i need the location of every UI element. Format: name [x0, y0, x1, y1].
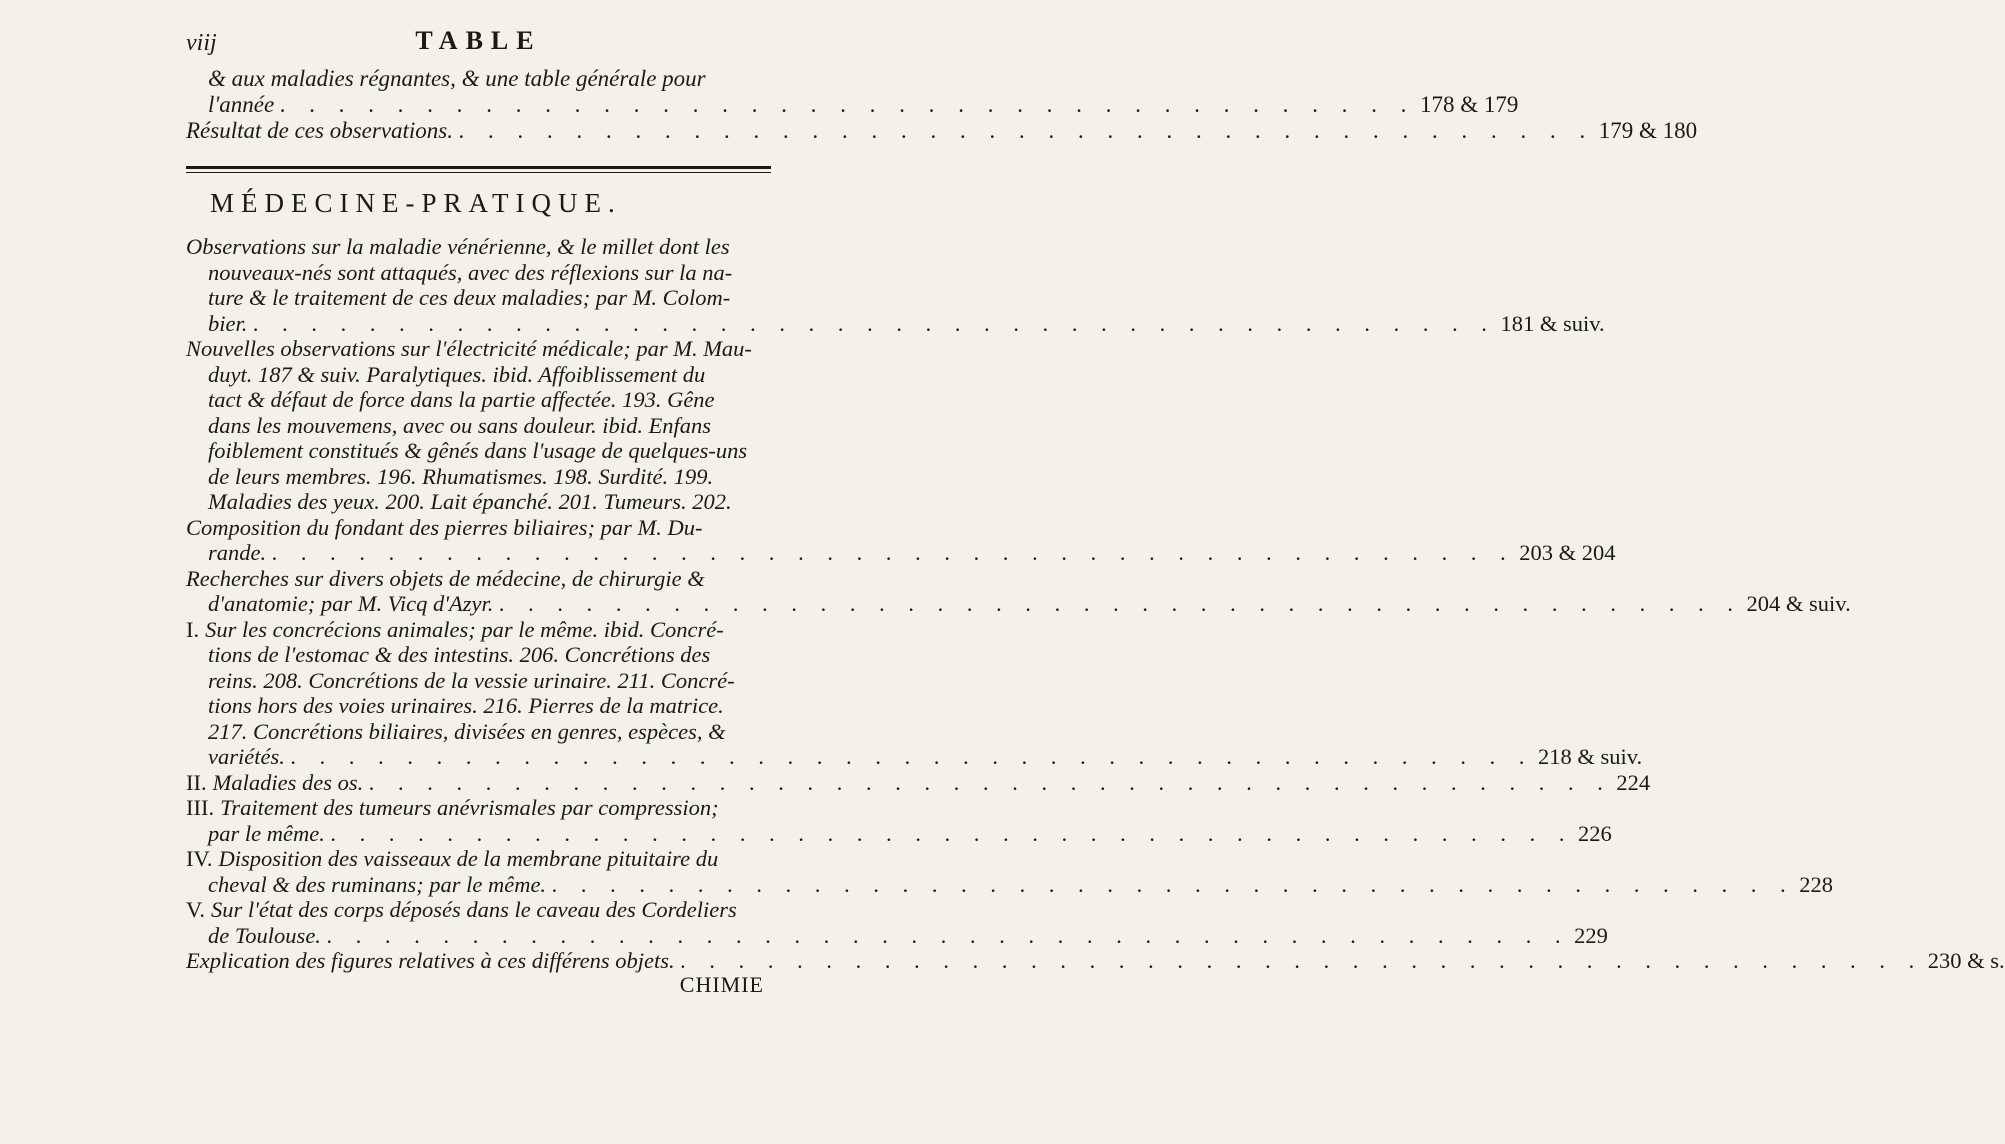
- leader-dots: . . . . . . . . . . . . . . . . . . . . . . . . . . . . . . . . . . . . . . . . . . .: [290, 744, 1534, 769]
- entry-line: cheval & des ruminans; par le même.: [208, 871, 547, 897]
- entry-pages: 230 & s.: [1927, 948, 2005, 973]
- entry-line: d'anatomie; par M. Vicq d'Azyr.: [208, 591, 494, 616]
- toc-entry: [186, 565, 1851, 617]
- entry-text: & aux maladies régnantes, & une table générale pour: [208, 66, 706, 91]
- entry-line: Composition du fondant des pierres biliaires; par M. Du-: [186, 514, 703, 540]
- toc-entry: [186, 234, 1605, 336]
- top-entry: [186, 66, 1698, 144]
- leader-dots: . . . . . . . . . . . . . . . . . . . . . . . . . . . . . . . . . . . . . . . . . . .: [326, 922, 1571, 948]
- entry-pages: 226: [1577, 820, 1612, 846]
- entry-line: tions de l'estomac & des intestins. 206. Concrétions des: [208, 642, 711, 667]
- toc-entry: [186, 795, 1612, 846]
- entry-pages: 218 & suiv.: [1537, 744, 1643, 769]
- entry-pages: 228: [1799, 871, 1833, 897]
- table-of-contents: [186, 234, 2005, 974]
- section-title: MÉDECINE-PRATIQUE.: [210, 188, 622, 218]
- entry-number: II.: [186, 769, 207, 795]
- toc-entry: [186, 769, 1651, 796]
- entry-pages: 178 & 179: [1419, 92, 1519, 117]
- entry-pages: 181 & suiv.: [1500, 310, 1605, 336]
- page-header: [186, 26, 771, 56]
- entry-line: variétés.: [208, 744, 285, 769]
- entry-line: reins. 208. Concrétions de la vessie urinaire. 211. Concré-: [208, 667, 735, 693]
- leader-dots: . . . . . . . . . . . . . . . . . . . . . . . . . . . . . . . . . . . . . . .: [280, 92, 1416, 117]
- toc-entry: [186, 846, 1833, 897]
- toc-entry: [186, 948, 2005, 974]
- entry-line: ture & le traitement de ces deux maladies; par M. Colom-: [208, 285, 731, 310]
- leader-dots: . . . . . . . . . . . . . . . . . . . . . . . . . . . . . . . . . . . . . . . . . . .: [499, 591, 1743, 616]
- folio-number: viij: [186, 30, 217, 56]
- running-title: TABLE: [415, 26, 542, 55]
- entry-number: III.: [186, 795, 215, 820]
- entry-number: IV.: [186, 846, 213, 871]
- toc-entry: [186, 616, 1643, 770]
- entry-line: dans les mouvemens, avec ou sans douleur. ibid. Enfans: [208, 412, 712, 438]
- entry-line: Traitement des tumeurs anévrismales par compression;: [220, 795, 719, 820]
- entry-line: duyt. 187 & suiv. Paralytiques. ibid. Affoiblissement du: [208, 361, 706, 387]
- entry-line: rande.: [208, 540, 267, 565]
- entry-line: Recherches sur divers objets de médecine, de chirurgie &: [186, 565, 705, 591]
- entry-line: de Toulouse.: [208, 922, 321, 948]
- entry-line: Maladies des os.: [212, 769, 364, 795]
- toc-entry: [186, 897, 1608, 948]
- entry-pages: 229: [1574, 922, 1608, 948]
- entry-pages: 179 & 180: [1598, 118, 1698, 143]
- entry-text: l'année: [208, 92, 275, 117]
- entry-line: Disposition des vaisseaux de la membrane pituitaire du: [218, 846, 719, 871]
- entry-line: tions hors des voies urinaires. 216. Pierres de la matrice.: [208, 693, 724, 718]
- entry-line: bier.: [208, 310, 248, 336]
- entry-line: Maladies des yeux. 200. Lait épanché. 201. Tumeurs. 202.: [208, 489, 732, 514]
- leader-dots: . . . . . . . . . . . . . . . . . . . . . . . . . . . . . . . . . . . . . . . . . . .: [253, 310, 1497, 336]
- entry-pages: 224: [1616, 769, 1651, 795]
- entry-line: 217. Concrétions biliaires, divisées en genres, espèces, &: [208, 718, 726, 744]
- leader-dots: . . . . . . . . . . . . . . . . . . . . . . . . . . . . . . . . . . . . . . . . . . .: [680, 948, 1924, 973]
- toc-entry: [186, 336, 771, 515]
- leader-dots: . . . . . . . . . . . . . . . . . . . . . . . . . . . . . . . . . . . . . . .: [459, 118, 1595, 143]
- section-rule-thin: [186, 172, 771, 173]
- toc-entry: [186, 514, 1616, 566]
- entry-line: foiblement constitués & gênés dans l'usage de quelques-uns: [208, 438, 748, 463]
- entry-line: Sur l'état des corps déposés dans le caveau des Cordeliers: [210, 897, 737, 922]
- entry-line: Explication des figures relatives à ces différens objets.: [186, 948, 675, 973]
- entry-line: Sur les concrécions animales; par le même. ibid. Concré-: [205, 616, 724, 642]
- entry-number: V.: [186, 897, 205, 922]
- entry-pages: 204 & suiv.: [1746, 591, 1851, 616]
- leader-dots: . . . . . . . . . . . . . . . . . . . . . . . . . . . . . . . . . . . . . . . . . . .: [369, 769, 1613, 795]
- leader-dots: . . . . . . . . . . . . . . . . . . . . . . . . . . . . . . . . . . . . . . . . . . .: [330, 820, 1574, 846]
- leader-dots: . . . . . . . . . . . . . . . . . . . . . . . . . . . . . . . . . . . . . . . . . . .: [272, 540, 1516, 565]
- entry-line: tact & défaut de force dans la partie affectée. 193. Gêne: [208, 387, 715, 412]
- entry-line: nouveaux-nés sont attaqués, avec des réflexions sur la na-: [208, 259, 733, 285]
- section-rule: [186, 166, 771, 169]
- entry-pages: 203 & 204: [1519, 540, 1616, 565]
- entry-line: Observations sur la maladie vénérienne, & le millet dont les: [186, 234, 730, 259]
- catchword: CHIMIE: [679, 972, 764, 997]
- leader-dots: . . . . . . . . . . . . . . . . . . . . . . . . . . . . . . . . . . . . . . . . . . .: [552, 871, 1796, 897]
- entry-line: de leurs membres. 196. Rhumatismes. 198. Surdité. 199.: [208, 463, 714, 489]
- entry-number: I.: [186, 616, 200, 642]
- entry-line: Nouvelles observations sur l'électricité médicale; par M. Mau-: [186, 336, 752, 361]
- entry-text: Résultat de ces observations.: [186, 118, 454, 143]
- entry-line: par le même.: [208, 820, 325, 846]
